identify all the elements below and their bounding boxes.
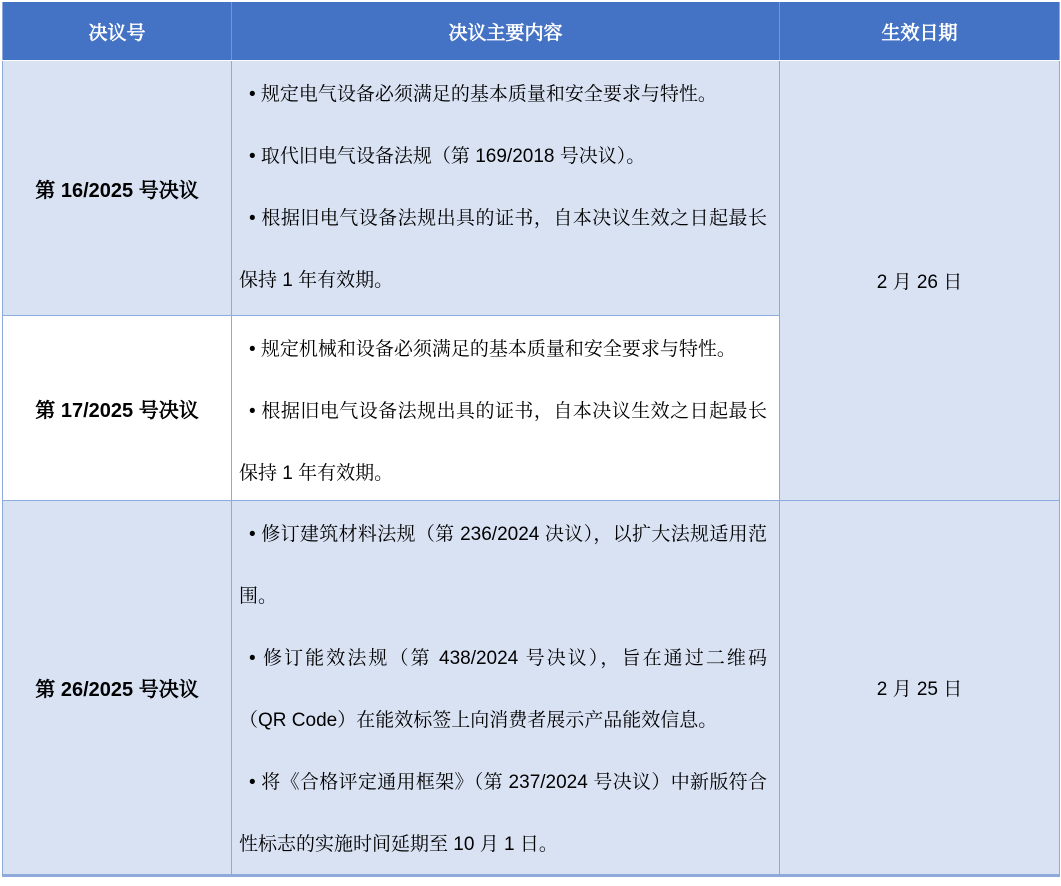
bullet-item: • 规定机械和设备必须满足的基本质量和安全要求与特性。 xyxy=(249,339,736,360)
bullet-item: • 规定电气设备必须满足的基本质量和安全要求与特性。 xyxy=(249,84,717,105)
bullet-item: • 修订能效法规（第 438/2024 号决议），旨在通过二维码（QR Code）在能效标签上向消费者展示产品能效信息。 xyxy=(239,648,767,731)
table-row xyxy=(3,501,1060,876)
resolutions-table xyxy=(2,2,1060,877)
resolution-id-cell: 第 16/2025 号决议 xyxy=(3,61,232,316)
column-header-resolution-number: 决议号 xyxy=(3,2,232,61)
table-row xyxy=(3,61,1060,316)
bullet-item: • 将《合格评定通用框架》（第 237/2024 号决议）中新版符合性标志的实施时间延期至 10 月 1 日。 xyxy=(239,772,767,855)
resolution-content-cell xyxy=(232,501,780,876)
resolution-content-cell xyxy=(232,316,780,501)
column-header-effective-date: 生效日期 xyxy=(780,2,1060,61)
resolution-content-cell xyxy=(232,61,780,316)
bullet-item: • 根据旧电气设备法规出具的证书，自本决议生效之日起最长保持 1 年有效期。 xyxy=(239,401,767,484)
column-header-main-content: 决议主要内容 xyxy=(232,2,780,61)
bullet-list xyxy=(239,64,767,314)
effective-date-cell: 2 月 26 日 xyxy=(780,61,1060,501)
bullet-item: • 根据旧电气设备法规出具的证书，自本决议生效之日起最长保持 1 年有效期。 xyxy=(239,208,767,291)
effective-date-cell: 2 月 25 日 xyxy=(780,501,1060,876)
bullet-list xyxy=(239,319,767,499)
bullet-item: • 取代旧电气设备法规（第 169/2018 号决议）。 xyxy=(249,146,646,167)
bullet-item: • 修订建筑材料法规（第 236/2024 决议），以扩大法规适用范围。 xyxy=(239,524,767,607)
resolution-id-cell: 第 26/2025 号决议 xyxy=(3,501,232,876)
resolution-id-cell: 第 17/2025 号决议 xyxy=(3,316,232,501)
header-row xyxy=(3,2,1060,61)
bullet-list xyxy=(239,504,767,874)
